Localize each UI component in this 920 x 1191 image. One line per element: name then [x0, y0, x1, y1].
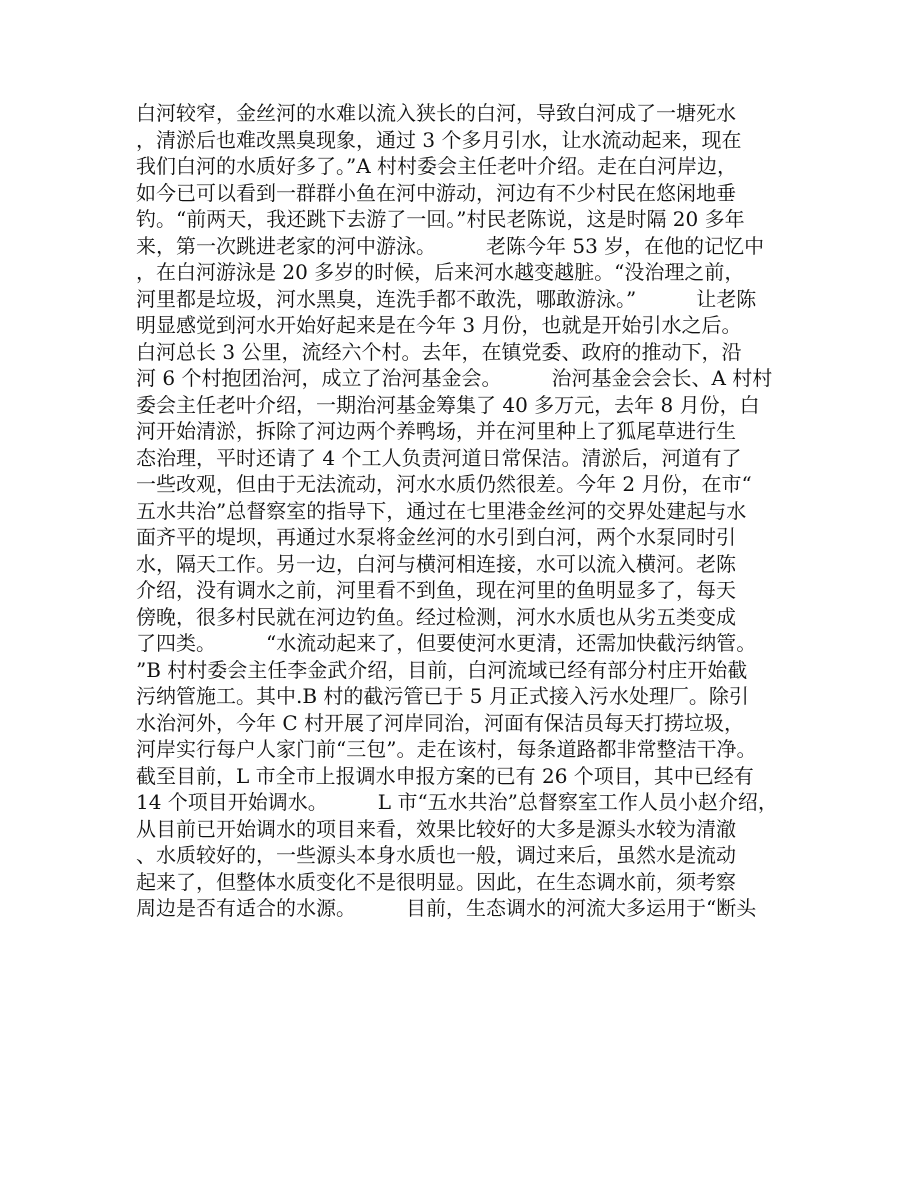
text-line: 明显感觉到河水开始好起来是在今年 3 月份，也就是开始引水之后。 [136, 313, 742, 337]
text-line: 周边是否有适合的水源。 目前，生态调水的河流大多运用于“断头 [136, 896, 757, 920]
text-line: 一些改观，但由于无法流动，河水水质仍然很差。今年 2 月份，在市“ [136, 472, 752, 496]
text-line: 、水质较好的，一些源头本身水质也一般，调过来后，虽然水是流动 [136, 843, 736, 867]
text-line: 从目前已开始调水的项目来看，效果比较好的大多是源头水较为清澈 [136, 816, 736, 841]
text-line: 河 6 个村抱团治河，成立了治河基金会。 治河基金会会长、A 村村 [136, 366, 773, 390]
text-line: 如今已可以看到一群群小鱼在河中游动，河边有不少村民在悠闲地垂 [136, 180, 736, 205]
text-line: 介绍，没有调水之前，河里看不到鱼，现在河里的鱼明显多了，每天 [136, 578, 736, 602]
text-line: 河里都是垃圾，河水黑臭，连洗手都不敢洗，哪敢游泳。” 让老陈 [136, 286, 757, 311]
text-line: 来，第一次跳进老家的河中游泳。 老陈今年 53 岁，在他的记忆中 [136, 233, 765, 258]
text-line: ，清淤后也难改黑臭现象，通过 3 个多月引水，让水流动起来，现在 [136, 127, 742, 152]
text-line: 水治河外，今年 C 村开展了河岸同治，河面有保洁员每天打捞垃圾， [136, 710, 745, 735]
text-line: ”B 村村委会主任李金武介绍，目前，白河流域已经有部分村庄开始截 [136, 657, 748, 682]
text-line: 了四类。 “水流动起来了，但要使河水更清，还需加快截污纳管。 [136, 631, 757, 655]
text-line: 傍晚，很多村民就在河边钓鱼。经过检测，河水水质也从劣五类变成 [136, 604, 736, 629]
text-line: 白河总长 3 公里，流经六个村。去年，在镇党委、政府的推动下，沿 [136, 339, 742, 364]
text-line: 河岸实行每户人家门前“三包”。走在该村，每条道路都非常整洁干净。 [136, 737, 757, 761]
text-line: 白河较窄，金丝河的水难以流入狭长的白河，导致白河成了一塘死水 [136, 101, 736, 125]
article-body [136, 100, 786, 922]
text-line: ，在白河游泳是 20 多岁的时候，后来河水越变越脏。“没治理之前， [136, 260, 745, 284]
text-line: 水，隔天工作。另一边，白河与横河相连接，水可以流入横河。老陈 [136, 551, 736, 576]
text-line: 我们白河的水质好多了。”A 村村委会主任老叶介绍。走在白河岸边， [136, 154, 738, 178]
text-line: 起来了，但整体水质变化不是很明显。因此，在生态调水前，须考察 [136, 869, 736, 894]
text-line: 钓。“前两天，我还跳下去游了一回。”村民老陈说，这是时隔 20 多年 [136, 207, 745, 231]
text-line: 污纳管施工。其中.B 村的截污管已于 5 月正式接入污水处理厂。除引 [136, 684, 749, 708]
text-line: 态治理，平时还请了 4 个工人负责河道日常保洁。清淤后，河道有了 [136, 445, 742, 470]
text-line: 14 个项目开始调水。 L 市“五水共治”总督察室工作人员小赵介绍， [136, 790, 778, 814]
text-line: 河开始清淤，拆除了河边两个养鸭场，并在河里种上了狐尾草进行生 [136, 419, 736, 443]
text-line: 委会主任老叶介绍，一期治河基金筹集了 40 多万元，去年 8 月份，白 [136, 392, 760, 417]
text-line: 面齐平的堤坝，再通过水泵将金丝河的水引到白河，两个水泵同时引 [136, 525, 736, 549]
text-line: 截至目前，L 市全市上报调水申报方案的已有 26 个项目，其中已经有 [136, 763, 754, 788]
text-line: 五水共治”总督察室的指导下，通过在七里港金丝河的交界处建起与水 [136, 498, 747, 523]
